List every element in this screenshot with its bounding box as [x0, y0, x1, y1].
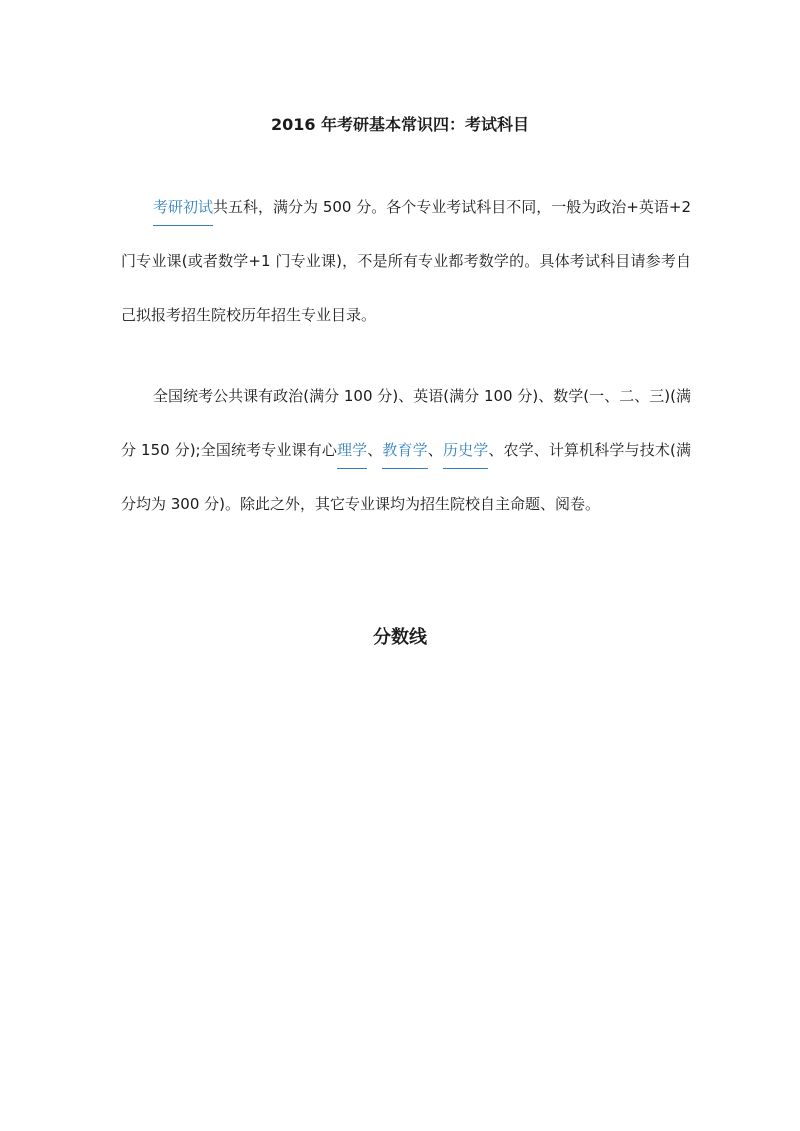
paragraph-text: 共五科，满分为 500 分。各个专业考试科目不同，一般为政治+英语+2 门专业课(或者数学+1 门专业课)，不是所有专业都考数学的。具体考试科目请参考自己拟报考招生院校历年招生专业目录。: [121, 198, 691, 324]
paragraph-text-b: 、农学、计算机科学与技术(满分均为 300 分)。除此之外，其它专业课均为招生院校自主命题、阅卷。: [121, 441, 691, 513]
separator: 、: [367, 441, 383, 459]
paragraph-national-exams: [121, 369, 691, 531]
link-education[interactable]: 教育学: [382, 441, 427, 469]
paragraph-exam-subjects: [121, 180, 691, 342]
section-heading-score-line: 分数线: [373, 627, 427, 648]
link-kaoyan-chushi[interactable]: 考研初试: [153, 198, 213, 226]
paragraph-text-a: 全国统考公共课有政治(满分 100 分)、英语(满分 100 分)、数学(一、二、三)(满分 150 分);全国统考专业课有心: [121, 387, 691, 459]
link-history[interactable]: 历史学: [443, 441, 488, 469]
separator: 、: [427, 441, 443, 459]
link-psychology[interactable]: 理学: [337, 441, 367, 469]
document-title: 2016 年考研基本常识四：考试科目: [270, 115, 530, 134]
